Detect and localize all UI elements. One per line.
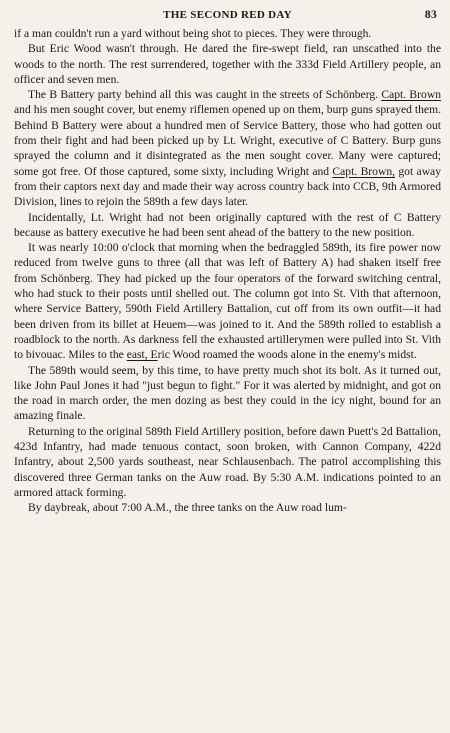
paragraph <box>14 26 441 41</box>
paragraph <box>14 210 441 241</box>
text-segment: Incidentally, Lt. Wright had not been originally captured with the rest of C Battery because as battery executive he had been sent ahead of the battery to the new position. <box>14 210 441 239</box>
paragraph <box>14 424 441 500</box>
paragraph <box>14 87 441 209</box>
paragraph <box>14 41 441 87</box>
page-number: 83 <box>424 9 437 21</box>
underlined-text: east, E <box>126 348 158 362</box>
text-segment: and his men sought cover, but enemy riflemen opened up on them, burp guns sprayed them. Behind B Battery were about a hundred men of Service Battery, those who had gotten out from their fight and had been picked up by Lt. Wright, executive of C Battery. Burp guns sprayed the column and it disintegrated as the men sought cover. Many were captured; some got free. Of those captured, some sixty, including Wright and <box>14 103 441 178</box>
text-segment: It was nearly 10:00 o'clock that morning when the bedraggled 589th, its fire power now reduced from twelve guns to three (all that was left of Battery A) had shaken itself free from Schönberg. They had picked up the four operators of the forward switching central, who had stuck to their posts until shelled out. The column got into St. Vith that afternoon, where Service Battery, 590th Field Artillery Battalion, cut off from its own outfit—it had been driven from its billet at Heuem—was joined to it. And the 589th rolled to establish a roadblock to the north. As darkness fell the exhausted artillerymen were pulled into St. Vith to bivouac. Miles to the <box>14 241 441 362</box>
text-segment: The 589th would seem, by this time, to have pretty much shot its bolt. As it turned out, like John Paul Jones it had "just begun to fight." For it was alerted by midnight, and got on the road in march order, the men dozing as best they could in the icy night, bound for an amazing finale. <box>14 363 441 423</box>
book-page <box>14 6 441 731</box>
text-segment: The B Battery party behind all this was caught in the streets of Schönberg. <box>28 88 382 102</box>
paragraph <box>14 240 441 362</box>
paragraph <box>14 500 441 515</box>
paragraph <box>14 363 441 424</box>
underlined-text: Capt. Brown <box>381 88 441 102</box>
body-text <box>14 26 441 516</box>
text-segment: Returning to the original 589th Field Artillery position, before dawn Puett's 2d Battalion, 423d Infantry, had made tenuous contact, soon broken, with Cannon Company, 422d Infantry, about 2,500 yards southeast, near Schlausenbach. The patrol accomplishing this discovered three German tanks on the Auw road. By 5:30 A.M. indications pointed to an armored attack forming. <box>14 424 441 499</box>
text-segment: By daybreak, about 7:00 A.M., the three tanks on the Auw road lum- <box>28 501 347 515</box>
text-segment: But Eric Wood wasn't through. He dared the fire-swept field, ran unscathed into the woods to the north. The rest surrendered, together with the 333d Field Artillery people, an officer and seven men. <box>14 42 441 86</box>
underlined-text: Capt. Brown, <box>332 164 396 178</box>
running-header <box>14 6 441 26</box>
chapter-title: THE SECOND RED DAY <box>163 9 292 21</box>
text-segment: if a man couldn't run a yard without being shot to pieces. They were through. <box>14 27 372 40</box>
text-segment: ric Wood roamed the woods alone in the enemy's midst. <box>157 348 417 362</box>
text-segment: got away from their captors next day and made their way across country back into CCB, 9th Armored Division, lines to rejoin the 589th a few days later. <box>14 164 442 209</box>
